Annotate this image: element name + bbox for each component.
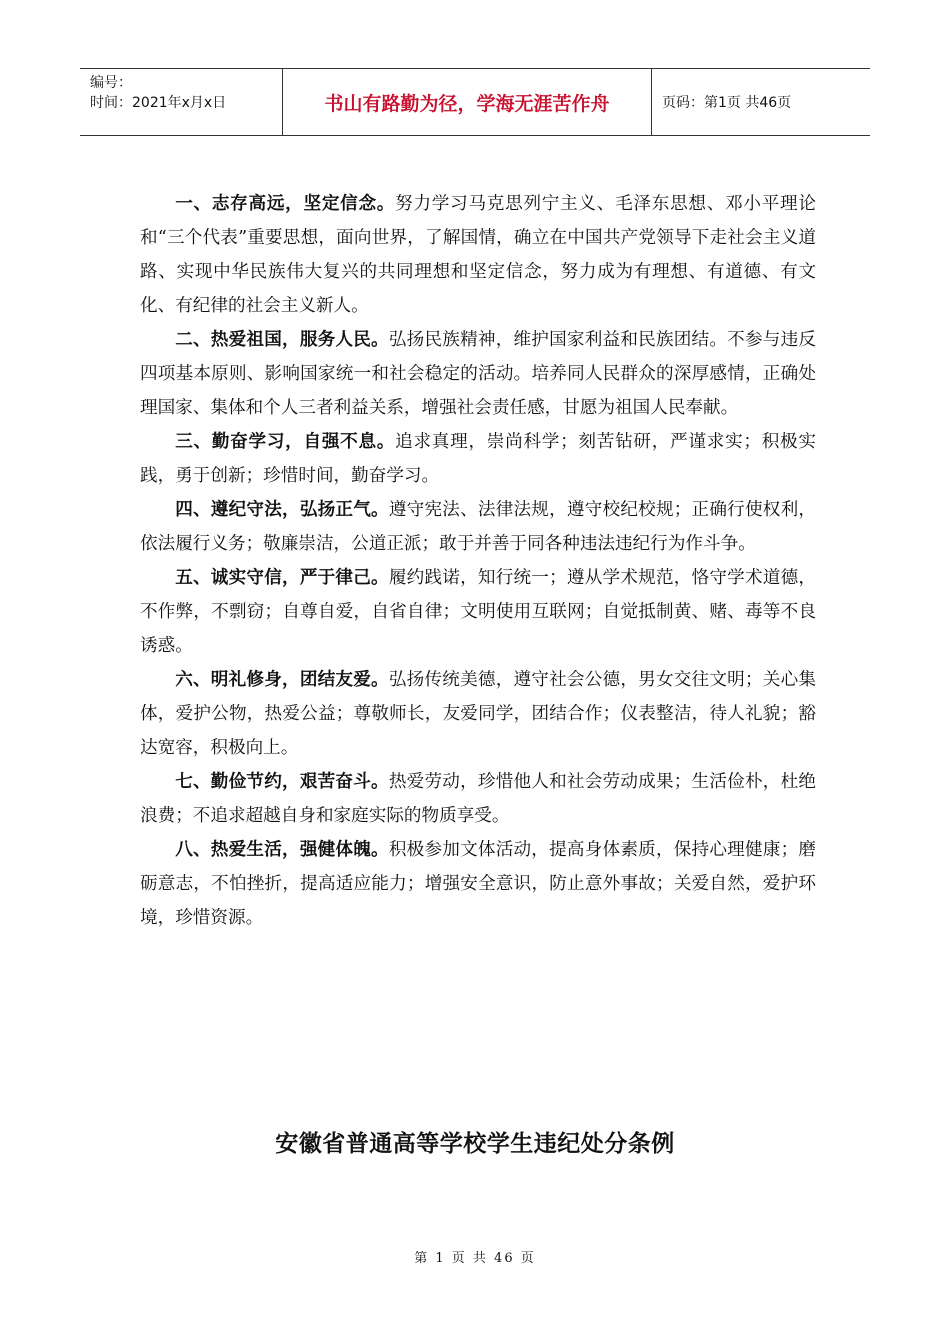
paragraph-3 [140, 425, 816, 493]
paragraph-heading: 三、勤奋学习，自强不息。 [175, 432, 396, 452]
document-date: 时间：2021年x月x日 [90, 95, 227, 111]
paragraph-text: 履约践诺，知行统一；遵从学术规范，恪守学术道德，不作弊，不剽窃；自尊自爱，自省自律；文明使用互联网；自觉抵制黄、赌、毒等不良诱惑。 [140, 568, 816, 656]
document-number: 编号： [90, 75, 132, 91]
paragraph-text: 追求真理，崇尚科学；刻苦钻研，严谨求实；积极实践，勇于创新；珍惜时间，勤奋学习。 [140, 432, 816, 486]
paragraph-2 [140, 323, 816, 425]
paragraph-4 [140, 493, 816, 561]
paragraph-8 [140, 833, 816, 935]
document-body [140, 187, 816, 935]
paragraph-text: 积极参加文体活动，提高身体素质，保持心理健康；磨砺意志，不怕挫折，提高适应能力；增强安全意识，防止意外事故；关爱自然，爱护环境，珍惜资源。 [140, 840, 816, 928]
paragraph-heading: 五、诚实守信，严于律己。 [175, 568, 389, 588]
paragraph-heading: 一、志存高远，坚定信念。 [175, 194, 396, 214]
paragraph-text: 弘扬传统美德，遵守社会公德，男女交往文明；关心集体，爱护公物，热爱公益；尊敬师长，友爱同学，团结合作；仪表整洁，待人礼貌；豁达宽容，积极向上。 [140, 670, 816, 758]
paragraph-text: 弘扬民族精神，维护国家利益和民族团结。不参与违反四项基本原则、影响国家统一和社会稳定的活动。培养同人民群众的深厚感情，正确处理国家、集体和个人三者利益关系，增强社会责任感，甘愿为祖国人民奉献。 [140, 330, 816, 418]
paragraph-heading: 八、热爱生活，强健体魄。 [175, 840, 389, 860]
page-footer: 第 1 页 共 46 页 [414, 1251, 536, 1266]
header-meta [80, 69, 282, 135]
paragraph-text: 遵守宪法、法律法规，遵守校纪校规；正确行使权利，依法履行义务；敬廉崇洁，公道正派；敢于并善于同各种违法违纪行为作斗争。 [140, 500, 816, 554]
paragraph-text: 热爱劳动，珍惜他人和社会劳动成果；生活俭朴，杜绝浪费；不追求超越自身和家庭实际的物质享受。 [140, 772, 816, 826]
header-motto: 书山有路勤为径，学海无涯苦作舟 [282, 69, 652, 135]
header-page-info: 页码：第1页 共46页 [662, 95, 792, 111]
paragraph-1 [140, 187, 816, 323]
paragraph-heading: 六、明礼修身，团结友爱。 [175, 670, 389, 690]
paragraph-heading: 二、热爱祖国，服务人民。 [175, 330, 389, 350]
paragraph-7 [140, 765, 816, 833]
paragraph-heading: 四、遵纪守法，弘扬正气。 [175, 500, 389, 520]
paragraph-heading: 七、勤俭节约，艰苦奋斗。 [175, 772, 389, 792]
paragraph-5 [140, 561, 816, 663]
section-title: 安徽省普通高等学校学生违纪处分条例 [275, 1131, 675, 1157]
paragraph-6 [140, 663, 816, 765]
page-header [80, 68, 870, 136]
paragraph-text: 努力学习马克思列宁主义、毛泽东思想、邓小平理论和“三个代表”重要思想，面向世界，了解国情，确立在中国共产党领导下走社会主义道路、实现中华民族伟大复兴的共同理想和坚定信念，努力成为有理想、有道德、有文化、有纪律的社会主义新人。 [140, 194, 816, 316]
